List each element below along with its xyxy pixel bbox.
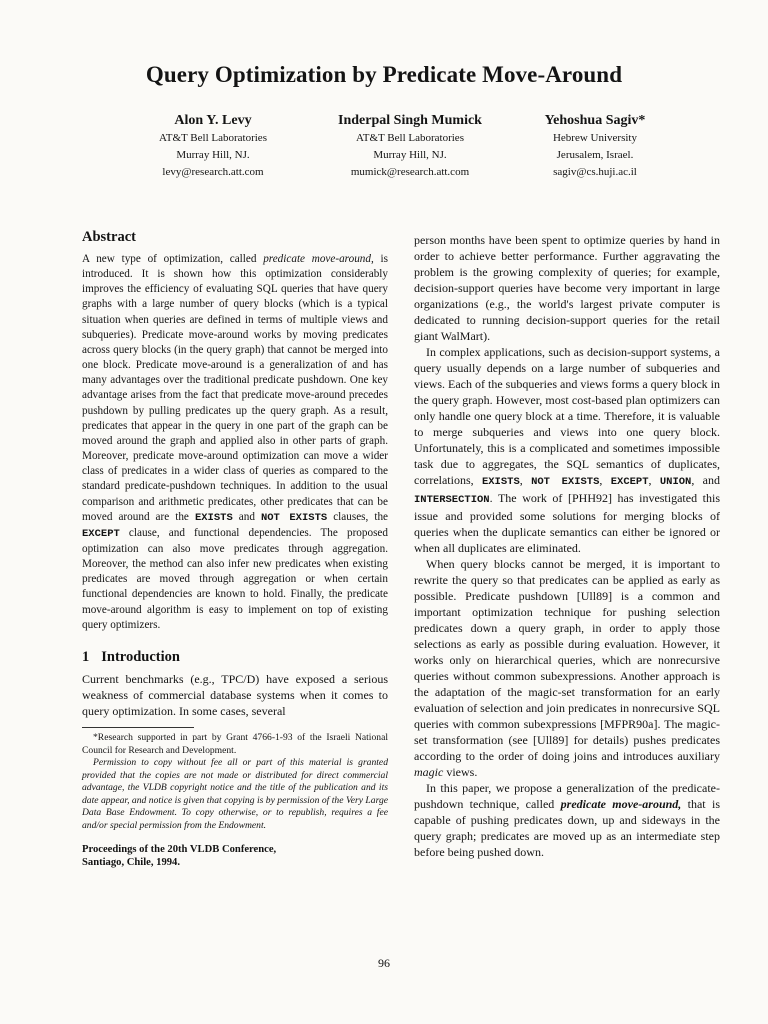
author-name: Inderpal Singh Mumick [338,113,482,128]
introduction-heading: 1 Introduction [82,648,180,665]
paragraph: In this paper, we propose a generalization of the predicate-pushdown technique, called predicate move-around, that is capable of pushing predicates down, up and sideways in the query graph; predicates are moved up as an intermediate step before being pushed down. [414,781,720,859]
footnote-permission: Permission to copy without fee all or part of this material is granted provided that the copies are not made or distributed for direct commercial advantage, the VLDB copyright notice and the title of the publication and its date appear, and notice is given that copying is by permission of the Very Large Data Base Endowment. To copy otherwise, or to republish, requires a fee and/or special permission from the Endowment. [82,757,388,832]
footnote-support: *Research supported in part by Grant 4766-1-93 of the Israeli National Council for Research and Development. [82,731,388,756]
author-affiliation: AT&T Bell Laboratories [159,132,267,144]
paragraph: person months have been spent to optimize queries by hand in order to achieve better performance. Further aggravating the problem is the growing complexity of queries; for example, decision-support queries have become very important in large organizations (e.g., the world's largest private computer is dedicated to running decision-support queries for the retail giant WalMart). [414,233,720,343]
author-email: levy@research.att.com [162,166,264,178]
author-sagiv [520,112,670,181]
author-name: Alon Y. Levy [174,113,252,128]
author-mumick [310,112,510,181]
author-affiliation: Hebrew University [552,132,637,144]
page-number: 96 [378,956,390,970]
author-email: mumick@research.att.com [350,166,470,178]
abstract-heading: Abstract [82,229,136,245]
author-name: Yehoshua Sagiv* [544,113,646,128]
right-column [414,232,720,860]
footnote-rule [82,727,194,728]
author-location: Jerusalem, Israel. [556,149,634,161]
abstract-text: A new type of optimization, called predicate move-around, is introduced. It is shown how this optimization considerably improves the efficiency of evaluating SQL queries that have query graphs with a large number of query blocks (which is a typical situation when queries are defined in terms of multiple views and subqueries). Predicate move-around works by moving predicates across query blocks (in the query graph) that cannot be merged into one block. Predicate move-around is a generalization of and has many advantages over the traditional predicate pushdown. One key advantage arises from the fact that predicate move-around precedes pushdown by pulling predicates up the query graph. As a result, predicates that appear in the query in one part of the graph can be moved around the graph and applied also in other parts of graph. Moreover, predicate move-around optimization can move a wider class of predicates in a wider class of queries as compared to the standard predicate-pushdown techniques. In addition to the usual comparison and arithmetic predicates, other predicates that can be moved around are the EXISTS and NOT EXISTS clauses, the EXCEPT clause, and functional dependencies. The proposed optimization can also move predicates through aggregation. Moreover, the method can also infer new predicates when existing predicates are moved through aggregation or when certain functional dependencies are known to hold. Finally, the predicate move-around algorithm is easy to implement on top of existing query optimizers. [82,253,388,631]
author-email: sagiv@cs.huji.ac.il [553,166,637,178]
footnotes [82,732,388,833]
paragraph: In complex applications, such as decision-support systems, a query usually depends on a large number of subqueries and views. Each of the subqueries and views forms a query block in the query graph. However, most cost-based plan optimizers can only handle one query block at a time. Therefore, it is valuable to merge subqueries and views into one query block. Unfortunately, this is a complicated and sometimes impossible task due to aggregates, the SQL semantics of duplicates, correlations, EXISTS, NOT EXISTS, EXCEPT, UNION, and INTERSECTION. The work of [PHH92] has investigated this issue and provided some solutions for merging blocks of queries when the duplicate semantics can either be ignored or when all duplicates are eliminated. [414,345,720,555]
paragraph: When query blocks cannot be merged, it is important to rewrite the query so that predicates can be applied as early as possible. Predicate pushdown [Ull89] is a common and important optimization technique for pushing selection predicates down a query graph, in order to apply those selections as early as possible during evaluation. However, it works only on hierarchical queries, which are nonrecursive queries without common subexpressions. Another approach is the adaptation of the magic-set transformation for an early evaluation of selection and join predicates in nonrecursive SQL queries with common subexpressions [MFPR90a]. The magic-set transformation (see [Ull89] for details) pushes predicates according to the order of doing joins and introduces auxiliary magic views. [414,557,720,779]
author-affiliation: AT&T Bell Laboratories [356,132,464,144]
author-block [0,112,768,192]
author-location: Murray Hill, NJ. [176,149,250,161]
proceedings-note: Proceedings of the 20th VLDB Conference, Santiago, Chile, 1994. [82,843,277,869]
author-location: Murray Hill, NJ. [373,149,447,161]
introduction-text: Current benchmarks (e.g., TPC/D) have exposed a serious weakness of commercial database systems when it comes to query optimization. In some cases, several [82,671,388,718]
paper-title: Query Optimization by Predicate Move-Around [145,62,623,87]
left-column [82,228,388,870]
author-levy [128,112,298,181]
